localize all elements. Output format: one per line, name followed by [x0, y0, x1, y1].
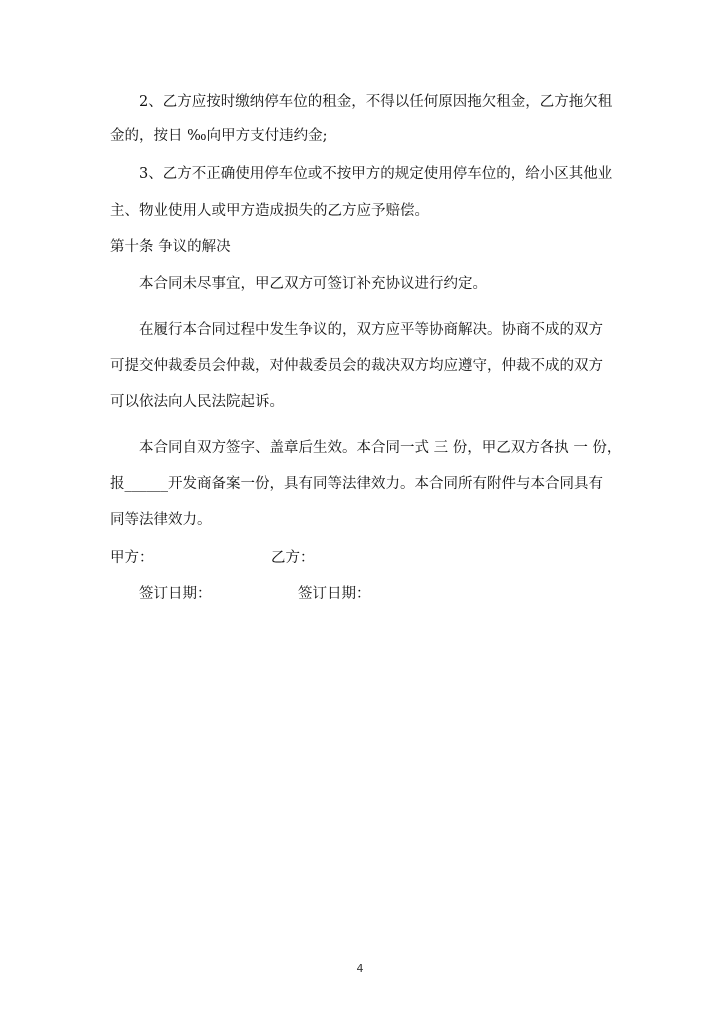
article-10-paragraph-2-line-2: 可提交仲裁委员会仲裁，对仲裁委员会的裁决双方均应遵守，仲裁不成的双方: [110, 358, 603, 374]
clause-2-line-2: 金的，按日 ‰向甲方支付违约金;: [110, 128, 328, 144]
clause-2-line-1: 2、乙方应按时缴纳停车位的租金，不得以任何原因拖欠租金，乙方拖欠租: [139, 94, 613, 110]
page-number: 4: [356, 962, 364, 975]
article-10-paragraph-3-line-3: 同等法律效力。: [110, 512, 212, 528]
party-b-signing-date-label: 签订日期：: [298, 586, 371, 602]
article-10-paragraph-2-line-1: 在履行本合同过程中发生争议的，双方应平等协商解决。协商不成的双方: [139, 322, 603, 338]
party-b-label: 乙方：: [271, 550, 315, 566]
article-10-heading: 第十条 争议的解决: [110, 239, 231, 255]
article-10-paragraph-2-line-3: 可以依法向人民法院起诉。: [110, 394, 284, 410]
party-a-label: 甲方：: [110, 550, 154, 566]
party-a-signing-date-label: 签订日期：: [139, 586, 212, 602]
article-10-paragraph-3-line-1: 本合同自双方签字、盖章后生效。本合同一式 三 份，甲乙双方各执 一 份，: [139, 440, 622, 456]
clause-3-line-1: 3、乙方不正确使用停车位或不按甲方的规定使用停车位的，给小区其他业: [139, 166, 613, 182]
article-10-paragraph-3-line-2: 报______开发商备案一份，具有同等法律效力。本合同所有附件与本合同具有: [110, 476, 603, 492]
clause-3-line-2: 主、物业使用人或甲方造成损失的乙方应予赔偿。: [110, 203, 429, 219]
article-10-paragraph-1: 本合同未尽事宜，甲乙双方可签订补充协议进行约定。: [139, 276, 487, 292]
